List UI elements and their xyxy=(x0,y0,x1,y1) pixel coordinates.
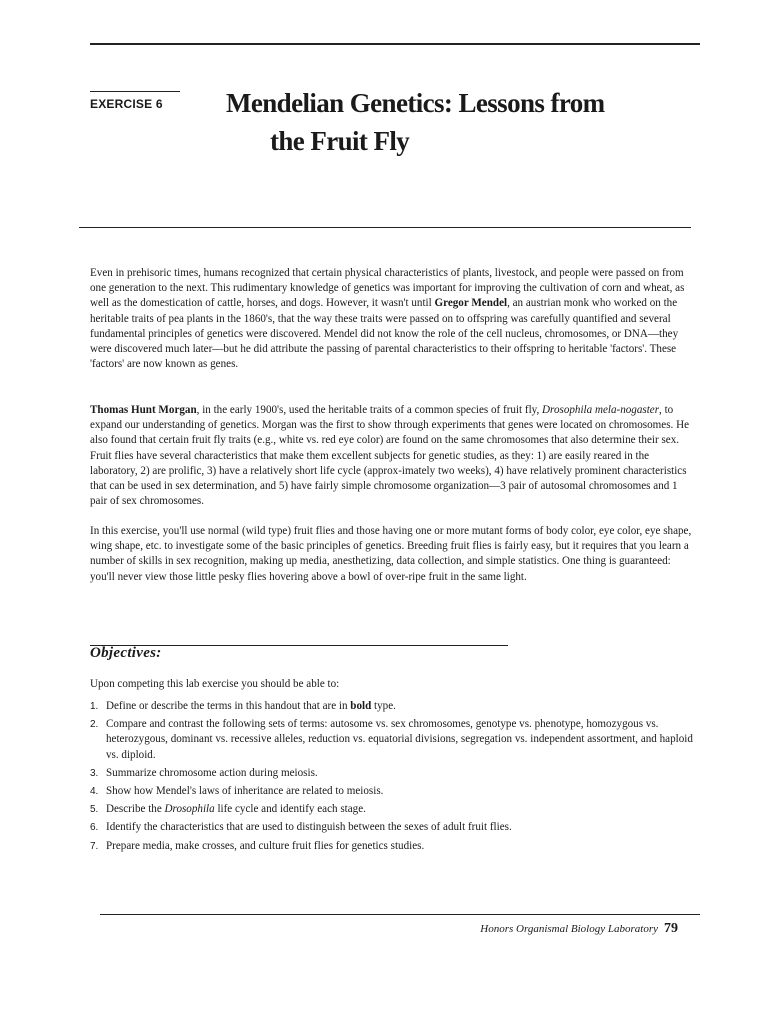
gregor-mendel-term: Gregor Mendel xyxy=(434,297,508,310)
objective-number: 7. xyxy=(90,840,99,852)
objective-text: Show how Mendel's laws of inheritance are related to meiosis. xyxy=(106,785,384,798)
footer-text: Honors Organismal Biology Laboratory xyxy=(480,923,658,935)
title-rule xyxy=(79,227,691,228)
intro-paragraph-1 xyxy=(90,266,695,372)
objective-number: 5. xyxy=(90,804,99,816)
objective-text: Identify the characteristics that are used to distinguish between the sexes of adult fruit flies. xyxy=(106,821,512,834)
footer-rule xyxy=(100,914,700,915)
objective-text: Describe the xyxy=(106,803,165,816)
objective-item xyxy=(90,820,695,835)
title-line-2: the Fruit Fly xyxy=(270,126,410,156)
objective-number: 1. xyxy=(90,701,99,712)
objective-item xyxy=(90,699,695,714)
objective-number: 2. xyxy=(90,719,99,731)
title-line-1: Mendelian Genetics: Lessons from xyxy=(226,88,605,118)
exercise-label: EXERCISE 6 xyxy=(90,97,163,111)
top-rule xyxy=(90,43,700,45)
objective-italic: Drosophila xyxy=(164,803,215,816)
objective-item xyxy=(90,717,695,763)
objective-item xyxy=(90,802,695,817)
page-number: 79 xyxy=(664,921,678,936)
p1-text-b: , an austrian monk who worked on the heritable traits of pea plants in the 1860's, that the way these traits were passed on to offspring was carefully quantified and several fundamental principles of genetics were discovered. Mendel did not know the role of the cell nucleus, chromosomes, or DNA—they were discovered much later—but he did attribute the passing of parental characteristics to their offspring to heritable 'factors'. These 'factors' are now known as genes. xyxy=(90,297,679,371)
objective-text: Define or describe the terms in this handout that are in xyxy=(106,700,351,712)
objective-text: Prepare media, make crosses, and culture fruit flies for genetics studies. xyxy=(106,839,425,852)
exercise-rule xyxy=(90,91,180,92)
objective-number: 4. xyxy=(90,786,99,798)
objectives-list xyxy=(90,699,695,857)
objective-item xyxy=(90,784,695,799)
p2-text-a: , in the early 1900's, used the heritable traits of a common species of fruit fly, xyxy=(196,404,543,416)
intro-paragraph-2 xyxy=(90,403,695,509)
objective-item xyxy=(90,839,695,854)
page-title xyxy=(226,84,696,160)
thomas-hunt-morgan-term: Thomas Hunt Morgan xyxy=(90,404,197,416)
objective-text-b: life cycle and identify each stage. xyxy=(214,803,366,816)
objective-number: 3. xyxy=(90,767,99,779)
p1-text-a: Even in prehisoric times, humans recognized that certain physical characteristics of plants, livestock, and people were passed on from one generation to the next. This rudimentary knowledge of genetics was important for improving the cultivation of corn and wheat, as well as the domestication of cattle, horses, and dogs. However, it wasn't until xyxy=(90,267,685,310)
intro-paragraph-3: In this exercise, you'll use normal (wild type) fruit flies and those having one or more mutant forms of body color, eye color, eye shape, wing shape, etc. to investigate some of the basic principles of genetics. Breeding fruit flies is fairly easy, but it requires that you learn a number of skills in sex recognition, making up media, anesthetizing, data collection, and simple statistics. One thing is guaranteed: you'll never view those little pesky flies hovering above a bowl of over-ripe fruit in the same light. xyxy=(90,525,692,583)
objectives-intro: Upon competing this lab exercise you should be able to: xyxy=(90,678,340,690)
objectives-heading: Objectives: xyxy=(90,645,162,661)
species-name: Drosophila mela-nogaster xyxy=(542,404,660,416)
objective-bold: bold xyxy=(350,700,372,712)
objective-text: Compare and contrast the following sets of terms: autosome vs. sex chromosomes, genotype vs. phenotype, homozygous vs. heterozygous, dominant vs. recessive alleles, reduction vs. equatorial divisions, segregation vs. independent assortment, and haploid vs. diploid. xyxy=(106,718,693,761)
p2-text-b: , to expand our understanding of genetics. Morgan was the first to show through experiments that genes were located on chromosomes. He also found that certain fruit fly traits (e.g., white vs. red eye color) are found on the same chromosomes that also determine their sex. Fruit flies have several characteristics that make them excellent subjects for genetic studies, as they: 1) are easily reared in the laboratory, 2) are prolific, 3) have a relatively short life cycle (approx-imately two weeks), 4) have relatively prominent characteristics that can be used in sex determination, and 5) have fairly simple chromosome organization—3 pair of autosomal chromosomes and 1 pair of sex chromosomes. xyxy=(90,404,690,508)
objective-number: 6. xyxy=(90,822,99,834)
objective-text-b: type. xyxy=(371,700,396,712)
objective-item xyxy=(90,766,695,781)
objective-text: Summarize chromosome action during meiosis. xyxy=(106,766,318,779)
